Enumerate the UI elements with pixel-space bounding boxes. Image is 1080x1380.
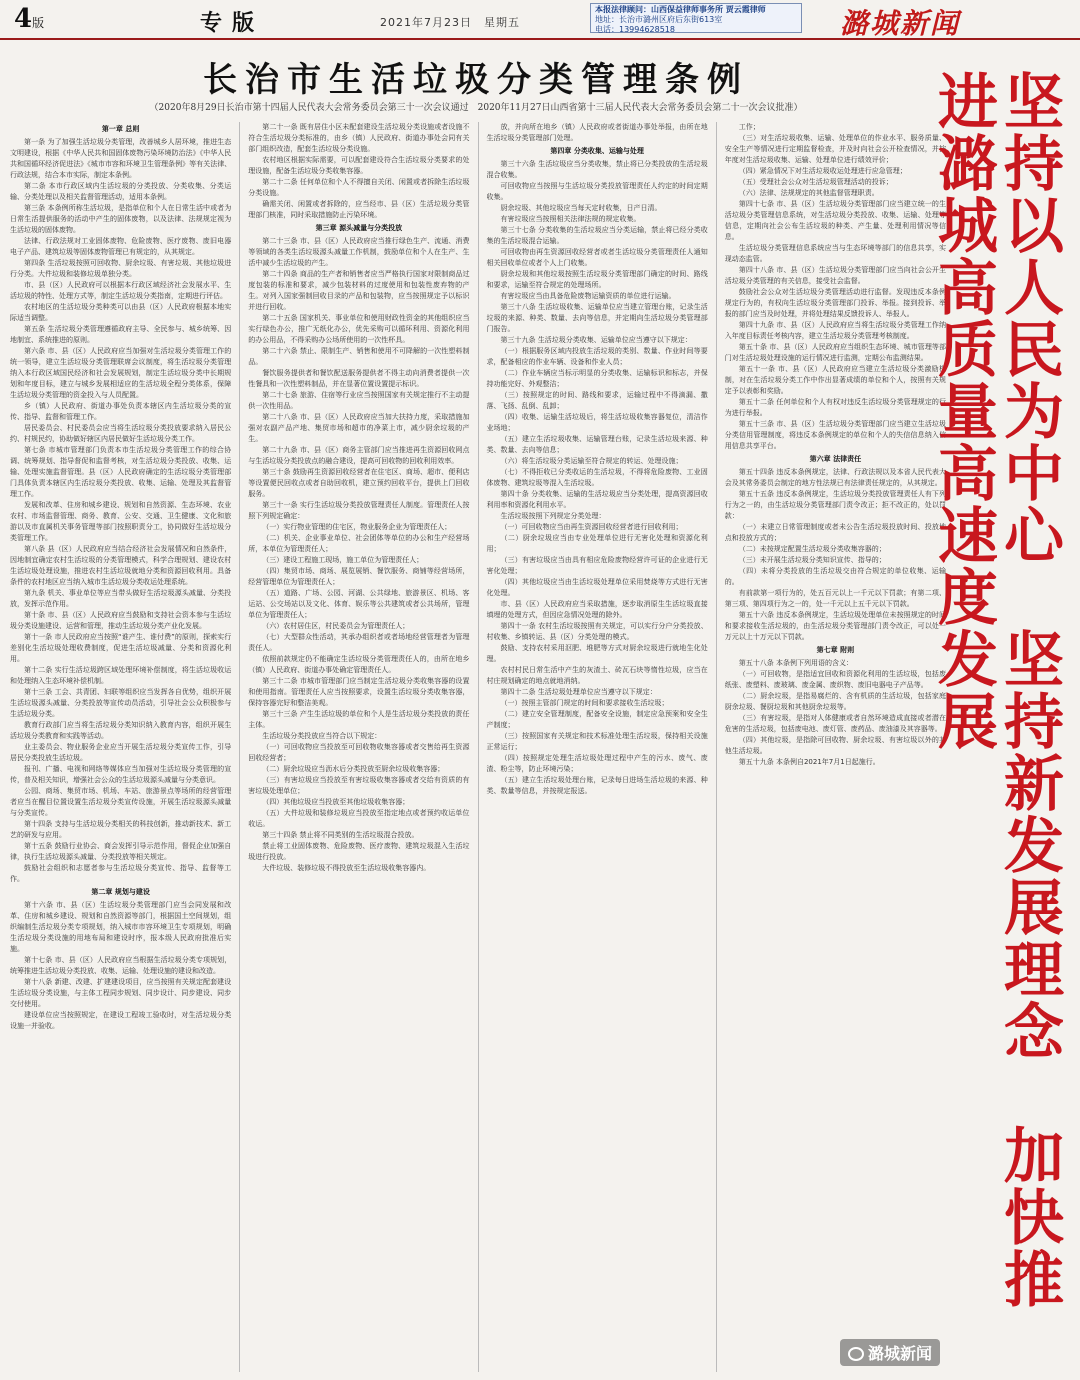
article-paragraph: 生活垃圾分类管理信息系统应当与生态环境等部门的信息共享，实现动态监管。: [724, 244, 946, 263]
article-paragraph: （三）有害垃圾，是指对人体健康或者自然环境造成直接或者潜在危害的生活垃圾，包括废电池、废灯管、废药品、废油漆及其容器等。: [724, 714, 946, 733]
article-paragraph: （四）紧急情况下对生活垃圾收运处理进行应急管理；: [738, 167, 907, 175]
article-paragraph: 第十四条 支持与生活垃圾分类相关的科技创新，推动新技术、新工艺的研发与应用。: [10, 820, 232, 839]
article-paragraph: （三）有害垃圾应当由具有相应危险废物经营许可证的企业进行无害化处理；: [486, 556, 708, 575]
article-paragraph: 第二十六条 禁止、限制生产、销售和使用不可降解的一次性塑料制品。: [248, 347, 470, 366]
article-paragraph: （三）未开展生活垃圾分类知识宣传、指导的；: [738, 556, 886, 564]
article-paragraph: 教育行政部门应当将生活垃圾分类知识纳入教育内容，组织开展生活垃圾分类教育和实践等活动。: [10, 721, 232, 740]
article-paragraph: 生活垃圾分类投放应当符合以下规定：: [262, 732, 382, 740]
article-paragraph: 第四条 生活垃圾按照可回收物、厨余垃圾、有害垃圾、其他垃圾进行分类。大件垃圾和装修垃圾单独分类。: [10, 259, 232, 278]
article-paragraph: 第七条 市城市管理部门负责本市生活垃圾分类管理工作的综合协调、统筹规划、指导督促和监督考核，对生活垃圾分类投放、收集、运输、处理实施监督管理。县（区）人民政府确定的生活垃圾分类管理部门具体负责本辖区内生活垃圾分类投放、收集、运输、处理及其监督管理工作。: [10, 446, 232, 498]
article-paragraph: 第三十三条 产生生活垃圾的单位和个人是生活垃圾分类投放的责任主体。: [248, 710, 470, 729]
article-paragraph: （四）未将分类投放的生活垃圾交由符合规定的单位收集、运输的。: [724, 567, 946, 586]
article-paragraph: 第二十一条 既有居住小区未配套建设生活垃圾分类设施或者设施不符合生活垃圾分类标准的，由乡（镇）人民政府、街道办事处会同有关部门组织改造，配套生活垃圾分类设施。: [248, 123, 470, 153]
article-paragraph: （二）厨余垃圾应当由专业处理单位进行无害化处理和资源化利用；: [486, 534, 708, 553]
chapter-heading: 第四章 分类收集、运输与处理: [550, 147, 644, 155]
article-paragraph: 第五十条 市、县（区）人民政府应当组织生态环境、城市管理等部门对生活垃圾处理设施的运行情况进行监测，定期公布监测结果。: [724, 343, 946, 362]
article-paragraph: 可回收物应当按照与生活垃圾分类投放管理责任人约定的时间定期收集。: [486, 182, 708, 201]
article-paragraph: （二）未按规定配置生活垃圾分类收集容器的；: [738, 545, 886, 553]
wechat-icon: [848, 1347, 864, 1361]
article-paragraph: （三）按照规定的时间、路线和要求，运输过程中不得滴漏、撒落、飞扬、乱倒、乱卸；: [486, 391, 708, 410]
article-paragraph: （二）厨余垃圾应当沥水后分类投放至厨余垃圾收集容器；: [262, 765, 445, 773]
article-paragraph: 第三十二条 市城市管理部门应当制定生活垃圾分类收集容器的设置和使用指南。管理责任人应当按照要求，设置生活垃圾分类收集容器，保持容器完好和整洁美观。: [248, 677, 470, 707]
article-paragraph: 第三十六条 生活垃圾应当分类收集，禁止将已分类投放的生活垃圾混合收集。: [486, 160, 708, 179]
article-paragraph: 第二十九条 市、县（区）商务主管部门应当推进再生资源回收网点与生活垃圾分类投放点的融合建设，提高可回收物的回收利用效率。: [248, 446, 470, 465]
article-title: 长治市生活垃圾分类管理条例: [203, 60, 749, 100]
article-paragraph: （四）收集、运输生活垃圾后，将生活垃圾收集容器复位，清洁作业场地；: [486, 413, 708, 432]
article-paragraph: 第十一条 市人民政府应当按照“谁产生、谁付费”的原则，探索实行差别化生活垃圾处理收费制度，促进生活垃圾减量、分类和资源化利用。: [10, 633, 232, 663]
article-paragraph: 第三十七条 分类收集的生活垃圾应当分类运输，禁止将已经分类收集的生活垃圾混合运输。: [486, 226, 708, 245]
article-paragraph: （五）道路、广场、公园、河湖、公共绿地、旅游景区、机场、客运站、公交场站以及文化、体育、娱乐等公共建筑或者公共场所，管理单位为管理责任人；: [248, 589, 470, 619]
article-paragraph: （七）不得拒收已分类收运的生活垃圾，不得将危险废物、工业固体废物、建筑垃圾等混入生活垃圾。: [486, 468, 708, 487]
article-paragraph: 第五十四条 违反本条例规定，法律、行政法规以及本省人民代表大会及其常务委员会制定的地方性法规已有法律责任规定的，从其规定。: [724, 468, 946, 487]
article-paragraph: 第五十三条 市、县（区）生活垃圾分类管理部门应当建立生活垃圾分类信用管理制度，将违反本条例规定的单位和个人的失信信息纳入信用信息共享平台。: [724, 420, 946, 450]
article-paragraph: 公园、商场、集贸市场、机场、车站、旅游景点等场所的经营管理者应当在醒目位置设置生活垃圾分类宣传设施，开展生活垃圾源头减量与分类宣传。: [10, 787, 232, 817]
masthead: [0, 0, 1080, 40]
article-paragraph: 居民委员会、村民委员会应当将生活垃圾分类投放要求纳入居民公约、村规民约，协助做好辖区内居民做好生活垃圾分类工作。: [10, 424, 232, 443]
article-paragraph: （五）建立生活垃圾收集、运输管理台账，记录生活垃圾来源、种类、数量、去向等信息；: [486, 435, 708, 454]
ad-line-1: 本报法律顾问：山西保益律师事务所 贾云霞律师: [595, 5, 766, 14]
article-paragraph: 鼓励、支持农村采用沤肥、堆肥等方式对厨余垃圾进行就地生化处理。: [486, 644, 708, 663]
section-name: 专版: [200, 10, 265, 36]
article-paragraph: 第二十五条 国家机关、事业单位和使用财政性资金的其他组织应当实行绿色办公，推广无纸化办公，优先采购可以循环利用、资源化利用的办公用品，不得采购办公场所使用的一次性杯具。: [248, 314, 470, 344]
chapter-heading: 第三章 源头减量与分类投放: [315, 224, 403, 232]
slogan-column: [928, 40, 1080, 1380]
article-paragraph: 第六条 市、县（区）人民政府应当加强对生活垃圾分类管理工作的统一领导，建立生活垃圾分类管理联席会议制度，将生活垃圾分类管理纳入本行政区域国民经济和社会发展规划，制定生活垃圾分类中长期规划和年度目标，建立与城乡发展相适应的生活垃圾全程分类体系，保障生活垃圾分类管理的资金投入与人员配置。: [10, 347, 232, 399]
article-paragraph: 第八条 县（区）人民政府应当结合经济社会发展情况和自然条件，因地制宜确定农村生活垃圾的分类管理模式，科学合理规划、建设农村生活垃圾处理设施，推进农村生活垃圾就地分类和资源回收利用。具备条件的农村地区应当纳入城市生活垃圾分类收运处理系统。: [10, 545, 232, 586]
article-paragraph: （一）可回收物应当投放至可回收物收集容器或者交售给再生资源回收经营者；: [248, 743, 470, 762]
article-paragraph: （一）根据服务区域内投放生活垃圾的类别、数量、作业时间等要求，配备相应的作业车辆、设备和作业人员；: [486, 347, 708, 366]
article-paragraph: （四）其他垃圾应当投放至其他垃圾收集容器；: [262, 798, 410, 806]
article-paragraph: 第五十九条 本条例自2021年7月1日起施行。: [738, 758, 880, 766]
legal-advisor-ad: [590, 3, 802, 33]
column-divider: [716, 122, 717, 1372]
article-paragraph: 厨余垃圾和其他垃圾按照生活垃圾分类管理部门确定的时间、路线和要求，运输至符合规定的处理场所。: [486, 270, 708, 289]
article-paragraph: （一）按照主管部门规定的时间和要求接收生活垃圾；: [500, 699, 669, 707]
article-paragraph: 市、县（区）人民政府应当采取措施，逐步取消原生生活垃圾直接填埋的处理方式，但因应急情况处理的除外。: [486, 600, 708, 619]
article-paragraph: 发展和改革、住房和城乡建设、规划和自然资源、生态环境、农业农村、市场监督管理、商务、教育、公安、交通、卫生健康、文化和旅游以及市直属机关事务管理等部门按照职责分工，协同做好生活垃圾分类管理工作。: [10, 501, 232, 542]
article-paragraph: 第四十九条 市、县（区）人民政府应当将生活垃圾分类管理工作纳入年度目标责任考核内容，建立生活垃圾分类管理考核制度。: [724, 321, 946, 340]
article-paragraph: 第二条 本市行政区域内生活垃圾的分类投放、分类收集、分类运输、分类处理以及相关监督管理活动，适用本条例。: [10, 182, 232, 201]
article-paragraph: 第三十四条 禁止将不同类别的生活垃圾混合投放。: [262, 831, 419, 839]
ad-line-3: 电话：13994628518: [595, 25, 675, 34]
article-paragraph: （五）大件垃圾和装修垃圾应当投放至指定地点或者预约收运单位收运。: [248, 809, 470, 828]
article-paragraph: 厨余垃圾、其他垃圾应当每天定时收集，日产日清。: [500, 204, 662, 212]
article-paragraph: （六）农村居住区，村民委员会为管理责任人；: [262, 622, 410, 630]
article-paragraph: 第九条 机关、事业单位等应当带头做好生活垃圾源头减量、分类投放，发挥示范作用。: [10, 589, 232, 608]
article-paragraph: 农村地区根据实际需要，可以配套建设符合生活垃圾分类要求的处理设施，配备生活垃圾分类收集容器。: [248, 156, 470, 175]
article-paragraph: 第十八条 新建、改建、扩建建设项目，应当按照有关规定配套建设生活垃圾分类设施，与主体工程同步规划、同步设计、同步建设、同步交付使用。: [10, 978, 232, 1008]
article-paragraph: 第四十七条 市、县（区）生活垃圾分类管理部门应当建立统一的生活垃圾分类管理信息系统，对生活垃圾分类投放、收集、运输、处理等信息，定期向社会公布生活垃圾的种类、产生量、处理利用情况等信息。: [724, 200, 946, 241]
article-paragraph: 第四十一条 农村生活垃圾按照有关规定，可以实行分户分类投放、村收集、乡镇转运、县（区）分类处理的模式。: [486, 622, 708, 641]
article-paragraph: （六）将生活垃圾分类运输至符合规定的转运、处理设施；: [500, 457, 683, 465]
newspaper-name: 潞城新闻: [840, 7, 961, 40]
article-paragraph: 第五十八条 本条例下列用语的含义：: [738, 659, 853, 667]
article-paragraph: 工作；: [738, 123, 760, 131]
article-paragraph: （三）按照国家有关规定和技术标准处理生活垃圾，保持相关设施正常运行；: [486, 732, 708, 751]
article-paragraph: 第十六条 市、县（区）生活垃圾分类管理部门应当会同发展和改革、住房和城乡建设、规划和自然资源等部门，根据国土空间规划，组织编制生活垃圾分类专项规划，纳入城市市容环境卫生专项规划，明确生活垃圾分类设施的用地布局和建设时序，报本级人民政府批准后实施。: [10, 901, 232, 953]
article-column-2: [248, 122, 469, 1372]
article-paragraph: 有害垃圾应当按照相关法律法规的规定收集。: [500, 215, 641, 223]
article-paragraph: （四）按照规定处理生活垃圾处理过程中产生的污水、废气、废渣、粉尘等，防止环境污染；: [486, 754, 708, 773]
article-paragraph: 第二十三条 市、县（区）人民政府应当推行绿色生产、流通、消费等领域的各类生活垃圾源头减量工作机制，鼓励单位和个人在生产、生活中减少生活垃圾的产生。: [248, 237, 470, 267]
article-paragraph: 第十三条 工会、共青团、妇联等组织应当发挥各自优势，组织开展生活垃圾源头减量、分类投放等宣传动员活动，引导社会公众积极参与生活垃圾分类。: [10, 688, 232, 718]
chapter-heading: 第六章 法律责任: [809, 455, 862, 463]
article-column-3: [487, 122, 708, 1372]
publication-date: 2021年7月23日 星期五: [380, 16, 520, 29]
article-paragraph: 法律、行政法规对工业固体废物、危险废物、医疗废物、废旧电器电子产品、建筑垃圾等固体废物管理已有规定的，从其规定。: [10, 237, 232, 256]
article-paragraph: 第三条 本条例所称生活垃圾，是指单位和个人在日常生活中或者为日常生活提供服务的活动中产生的固体废物，以及法律、法规规定视为生活垃圾的固体废物。: [10, 204, 232, 234]
article-column-4: [725, 122, 946, 1372]
article-paragraph: 农村地区的生活垃圾分类种类可以由县（区）人民政府根据本地实际适当调整。: [10, 303, 232, 322]
chapter-heading: 第七章 附则: [816, 646, 855, 654]
article-paragraph: （二）建立安全管理制度，配备安全设施，制定应急预案和安全生产制度；: [486, 710, 708, 729]
article-paragraph: （六）法律、法规规定的其他监督管理职责。: [738, 189, 879, 197]
main-content: [0, 40, 952, 1380]
article-paragraph: 第三十条 鼓励再生资源回收经营者在住宅区、商场、超市、便利店等设置便民回收点或者自助回收机，建立预约回收平台，提供上门回收服务。: [248, 468, 470, 498]
article-paragraph: 依照前款规定仍不能确定生活垃圾分类管理责任人的，由所在地乡（镇）人民政府、街道办事处确定管理责任人。: [248, 655, 470, 674]
article-paragraph: 可回收物由再生资源回收经营者或者生活垃圾分类管理责任人通知相关回收单位或者个人上门收集。: [486, 248, 708, 267]
article-paragraph: 第十七条 市、县（区）人民政府应当根据生活垃圾分类专项规划，统筹推进生活垃圾分类投放、收集、运输、处理设施的建设和改造。: [10, 956, 232, 975]
article-paragraph: 农村村民日常生活中产生的灰渣土、砖瓦石块等惰性垃圾，应当在村庄规划确定的地点就地消纳。: [486, 666, 708, 685]
article-paragraph: 第十条 市、县（区）人民政府应当鼓励和支持社会资本参与生活垃圾分类设施建设、运营和管理，推动生活垃圾分类产业化发展。: [10, 611, 232, 630]
article-paragraph: 大件垃圾、装修垃圾不得投放至生活垃圾收集容器内。: [262, 864, 431, 872]
article-paragraph: （五）建立生活垃圾处理台账，记录每日进场生活垃圾的来源、种类、数量等信息，并按规定报送。: [486, 776, 708, 795]
article-paragraph: 第四十条 分类收集、运输的生活垃圾应当分类处理，提高资源回收利用率和资源化利用水平。: [486, 490, 708, 509]
article-paragraph: 第十二条 实行生活垃圾跨区域处理环境补偿制度，将生活垃圾收运和处理纳入生态环境补偿机制。: [10, 666, 232, 685]
article-paragraph: 第十五条 鼓励行业协会、商会发挥引导示范作用，督促企业加强自律，执行生活垃圾源头减量、分类投放等相关规定。: [10, 842, 232, 861]
page-number: 4版: [14, 4, 45, 34]
article-column-1: [10, 122, 231, 1372]
article-paragraph: （一）未建立日常管理制度或者未公告生活垃圾投放时间、投放地点和投放方式的；: [724, 523, 946, 542]
article-paragraph: 鼓励社会组织和志愿者参与生活垃圾分类宣传、指导、监督等工作。: [10, 864, 232, 883]
article-paragraph: （一）实行物业管理的住宅区，物业服务企业为管理责任人；: [262, 523, 452, 531]
ad-line-2: 地址：长治市潞州区府后东街613室: [595, 15, 723, 24]
chapter-heading: 第一章 总则: [101, 125, 140, 133]
column-divider: [239, 122, 240, 1372]
article-paragraph: 第一条 为了加强生活垃圾分类管理，改善城乡人居环境，推进生态文明建设，根据《中华人民共和国固体废物污染环境防治法》《中华人民共和国循环经济促进法》《城市市容和环境卫生管理条例》等有关法律、行政法规，结合本市实际，制定本条例。: [10, 138, 232, 179]
article-paragraph: 生活垃圾按照下列规定分类处理：: [500, 512, 606, 520]
watermark-text: 潞城新闻: [867, 1344, 932, 1363]
article-paragraph: 第四十八条 市、县（区）生活垃圾分类管理部门应当向社会公开生活垃圾分类管理的有关信息，接受社会监督。: [724, 266, 946, 285]
article-paragraph: （三）建设工程施工现场，施工单位为管理责任人；: [262, 556, 424, 564]
article-paragraph: 禁止将工业固体废物、危险废物、医疗废物、建筑垃圾混入生活垃圾进行投放。: [248, 842, 470, 861]
article-paragraph: 第二十二条 任何单位和个人不得擅自关闭、闲置或者拆除生活垃圾分类设施。: [248, 178, 470, 197]
article-paragraph: （四）其他垃圾应当由生活垃圾处理单位采用焚烧等方式进行无害化处理。: [486, 578, 708, 597]
article-paragraph: （一）可回收物，是指适宜回收和资源化利用的生活垃圾，包括废纸张、废塑料、废玻璃、废金属、废织物、废旧电器电子产品等。: [724, 670, 946, 689]
article-paragraph: （五）受理社会公众对生活垃圾管理活动的投诉；: [738, 178, 893, 186]
article-paragraph: （四）集贸市场、商场、展览展销、餐饮服务、商铺等经营场所，经营管理单位为管理责任人；: [248, 567, 470, 586]
article-paragraph: 第三十八条 生活垃圾收集、运输单位应当建立管理台账，记录生活垃圾的来源、种类、数量、去向等信息，并定期向生活垃圾分类管理部门报告。: [486, 303, 708, 333]
article-paragraph: （二）作业车辆应当标示明显的分类收集、运输标识和标志，并保持功能完好、外观整洁；: [486, 369, 708, 388]
article-paragraph: （二）机关、企业事业单位、社会团体等单位的办公和生产经营场所，本单位为管理责任人；: [248, 534, 470, 553]
article-paragraph: 第二十八条 市、县（区）人民政府应当加大扶持力度，采取措施加强对农副产品产地、集贸市场和超市的净菜上市，减少厨余垃圾的产生。: [248, 413, 470, 443]
chapter-heading: 第二章 规划与建设: [91, 888, 150, 896]
article-paragraph: 第五十六条 违反本条例规定，生活垃圾处理单位未按照规定的时间和要求接收生活垃圾的，由生活垃圾分类管理部门责令改正，可以处一万元以上十万元以下罚款。: [724, 611, 946, 641]
article-paragraph: 第三十一条 实行生活垃圾分类投放管理责任人制度。管理责任人按照下列规定确定：: [248, 501, 470, 520]
article-paragraph: 第五十二条 任何单位和个人有权对违反生活垃圾分类管理规定的行为进行举报。: [724, 398, 946, 417]
article-paragraph: 建设单位应当按照规定，在建设工程竣工验收时，对生活垃圾分类设施一并验收。: [10, 1011, 232, 1030]
article-paragraph: 乡（镇）人民政府、街道办事处负责本辖区内生活垃圾分类的宣传、指导、监督和管理工作。: [10, 402, 232, 421]
wechat-watermark: [840, 1339, 940, 1366]
article-paragraph: 第五十五条 违反本条例规定，生活垃圾分类投放管理责任人有下列行为之一的，由生活垃圾分类管理部门责令改正；拒不改正的，处以罚款：: [724, 490, 946, 520]
article-paragraph: （三）有害垃圾应当投放至有害垃圾收集容器或者交给有资质的有害垃圾处理单位；: [248, 776, 470, 795]
article-paragraph: 鼓励社会公众对生活垃圾分类管理活动进行监督。发现违反本条例规定行为的，有权向生活垃圾分类管理部门投诉、举报。接到投诉、举报的部门应当及时处理，并将处理结果反馈投诉人、举报人。: [724, 288, 946, 318]
article-paragraph: 业主委员会、物业服务企业应当开展生活垃圾分类宣传工作，引导居民分类投放生活垃圾。: [10, 743, 232, 762]
article-paragraph: 第二十七条 旅游、住宿等行业应当按照国家有关规定推行不主动提供一次性用品。: [248, 391, 470, 410]
article-paragraph: （三）对生活垃圾收集、运输、处理单位的作业水平、服务质量、安全生产等情况进行定期监督检查，并及时向社会公开检查情况，并按年度对生活垃圾收集、运输、处理单位进行绩效评价；: [724, 134, 946, 164]
article-paragraph: 第五条 生活垃圾分类管理遵循政府主导、全民参与、城乡统筹、因地制宜、系统推进的原则。: [10, 325, 232, 344]
article-paragraph: 第三十九条 生活垃圾分类收集、运输单位应当遵守以下规定：: [500, 336, 692, 344]
article-paragraph: （七）大型群众性活动，其承办组织者或者场地经营管理者为管理责任人。: [248, 633, 470, 652]
article-subtitle: （2020年8月29日长治市第十四届人民代表大会常务委员会第三十一次会议通过 2020年11月27日山西省第十三届人民代表大会常务委员会第二十一次会议批准）: [149, 103, 803, 113]
article-paragraph: 餐饮服务提供者和餐饮配送服务提供者不得主动向消费者提供一次性餐具和一次性塑料制品，并在显著位置设置提示标识。: [248, 369, 470, 388]
slogan-text: 坚持以人民为中心 坚持新发展理念 加快推进潞城高质量高速度发展: [928, 70, 1064, 1310]
article-paragraph: 第二十四条 商品的生产者和销售者应当严格执行国家对限制商品过度包装的标准和要求，减少包装材料的过度使用和包装性废弃物的产生。对列入国家强制回收目录的产品和包装物，应当按照规定予以标识并进行回收。: [248, 270, 470, 311]
article-columns: [10, 122, 946, 1372]
article-paragraph: 市、县（区）人民政府可以根据本行政区域经济社会发展水平、生活垃圾的特性、处理方式等，制定生活垃圾分类指南，定期进行评估。: [10, 281, 232, 300]
article-paragraph: 有害垃圾应当由具备危险废物运输资质的单位进行运输。: [500, 292, 676, 300]
article-paragraph: 确需关闭、闲置或者拆除的，应当经市、县（区）生活垃圾分类管理部门核准，同时采取措施防止污染环境。: [248, 200, 470, 219]
article-paragraph: （二）厨余垃圾，是指易腐烂的、含有机质的生活垃圾，包括家庭厨余垃圾、餐厨垃圾和其他厨余垃圾等。: [724, 692, 946, 711]
article-paragraph: 第五十一条 市、县（区）人民政府应当建立生活垃圾分类激励机制，对在生活垃圾分类工作中作出显著成绩的单位和个人，按照有关规定予以表彰和奖励。: [724, 365, 946, 395]
article-paragraph: （四）其他垃圾，是指除可回收物、厨余垃圾、有害垃圾以外的其他生活垃圾。: [724, 736, 946, 755]
article-paragraph: 有前款第一项行为的，处五百元以上一千元以下罚款；有第二项、第三项、第四项行为之一的，处一千元以上五千元以下罚款。: [724, 589, 946, 608]
article-paragraph: （一）可回收物应当由再生资源回收经营者进行回收利用；: [500, 523, 683, 531]
article-paragraph: 放，并向所在地乡（镇）人民政府或者街道办事处举报，由所在地生活垃圾分类管理部门处理。: [486, 123, 708, 142]
article-paragraph: 第四十二条 生活垃圾处理单位应当遵守以下规定：: [500, 688, 657, 696]
article-paragraph: 报刊、广播、电视和网络等媒体应当加强对生活垃圾分类管理的宣传，普及相关知识，增强社会公众的生活垃圾源头减量与分类意识。: [10, 765, 232, 784]
column-divider: [478, 122, 479, 1372]
